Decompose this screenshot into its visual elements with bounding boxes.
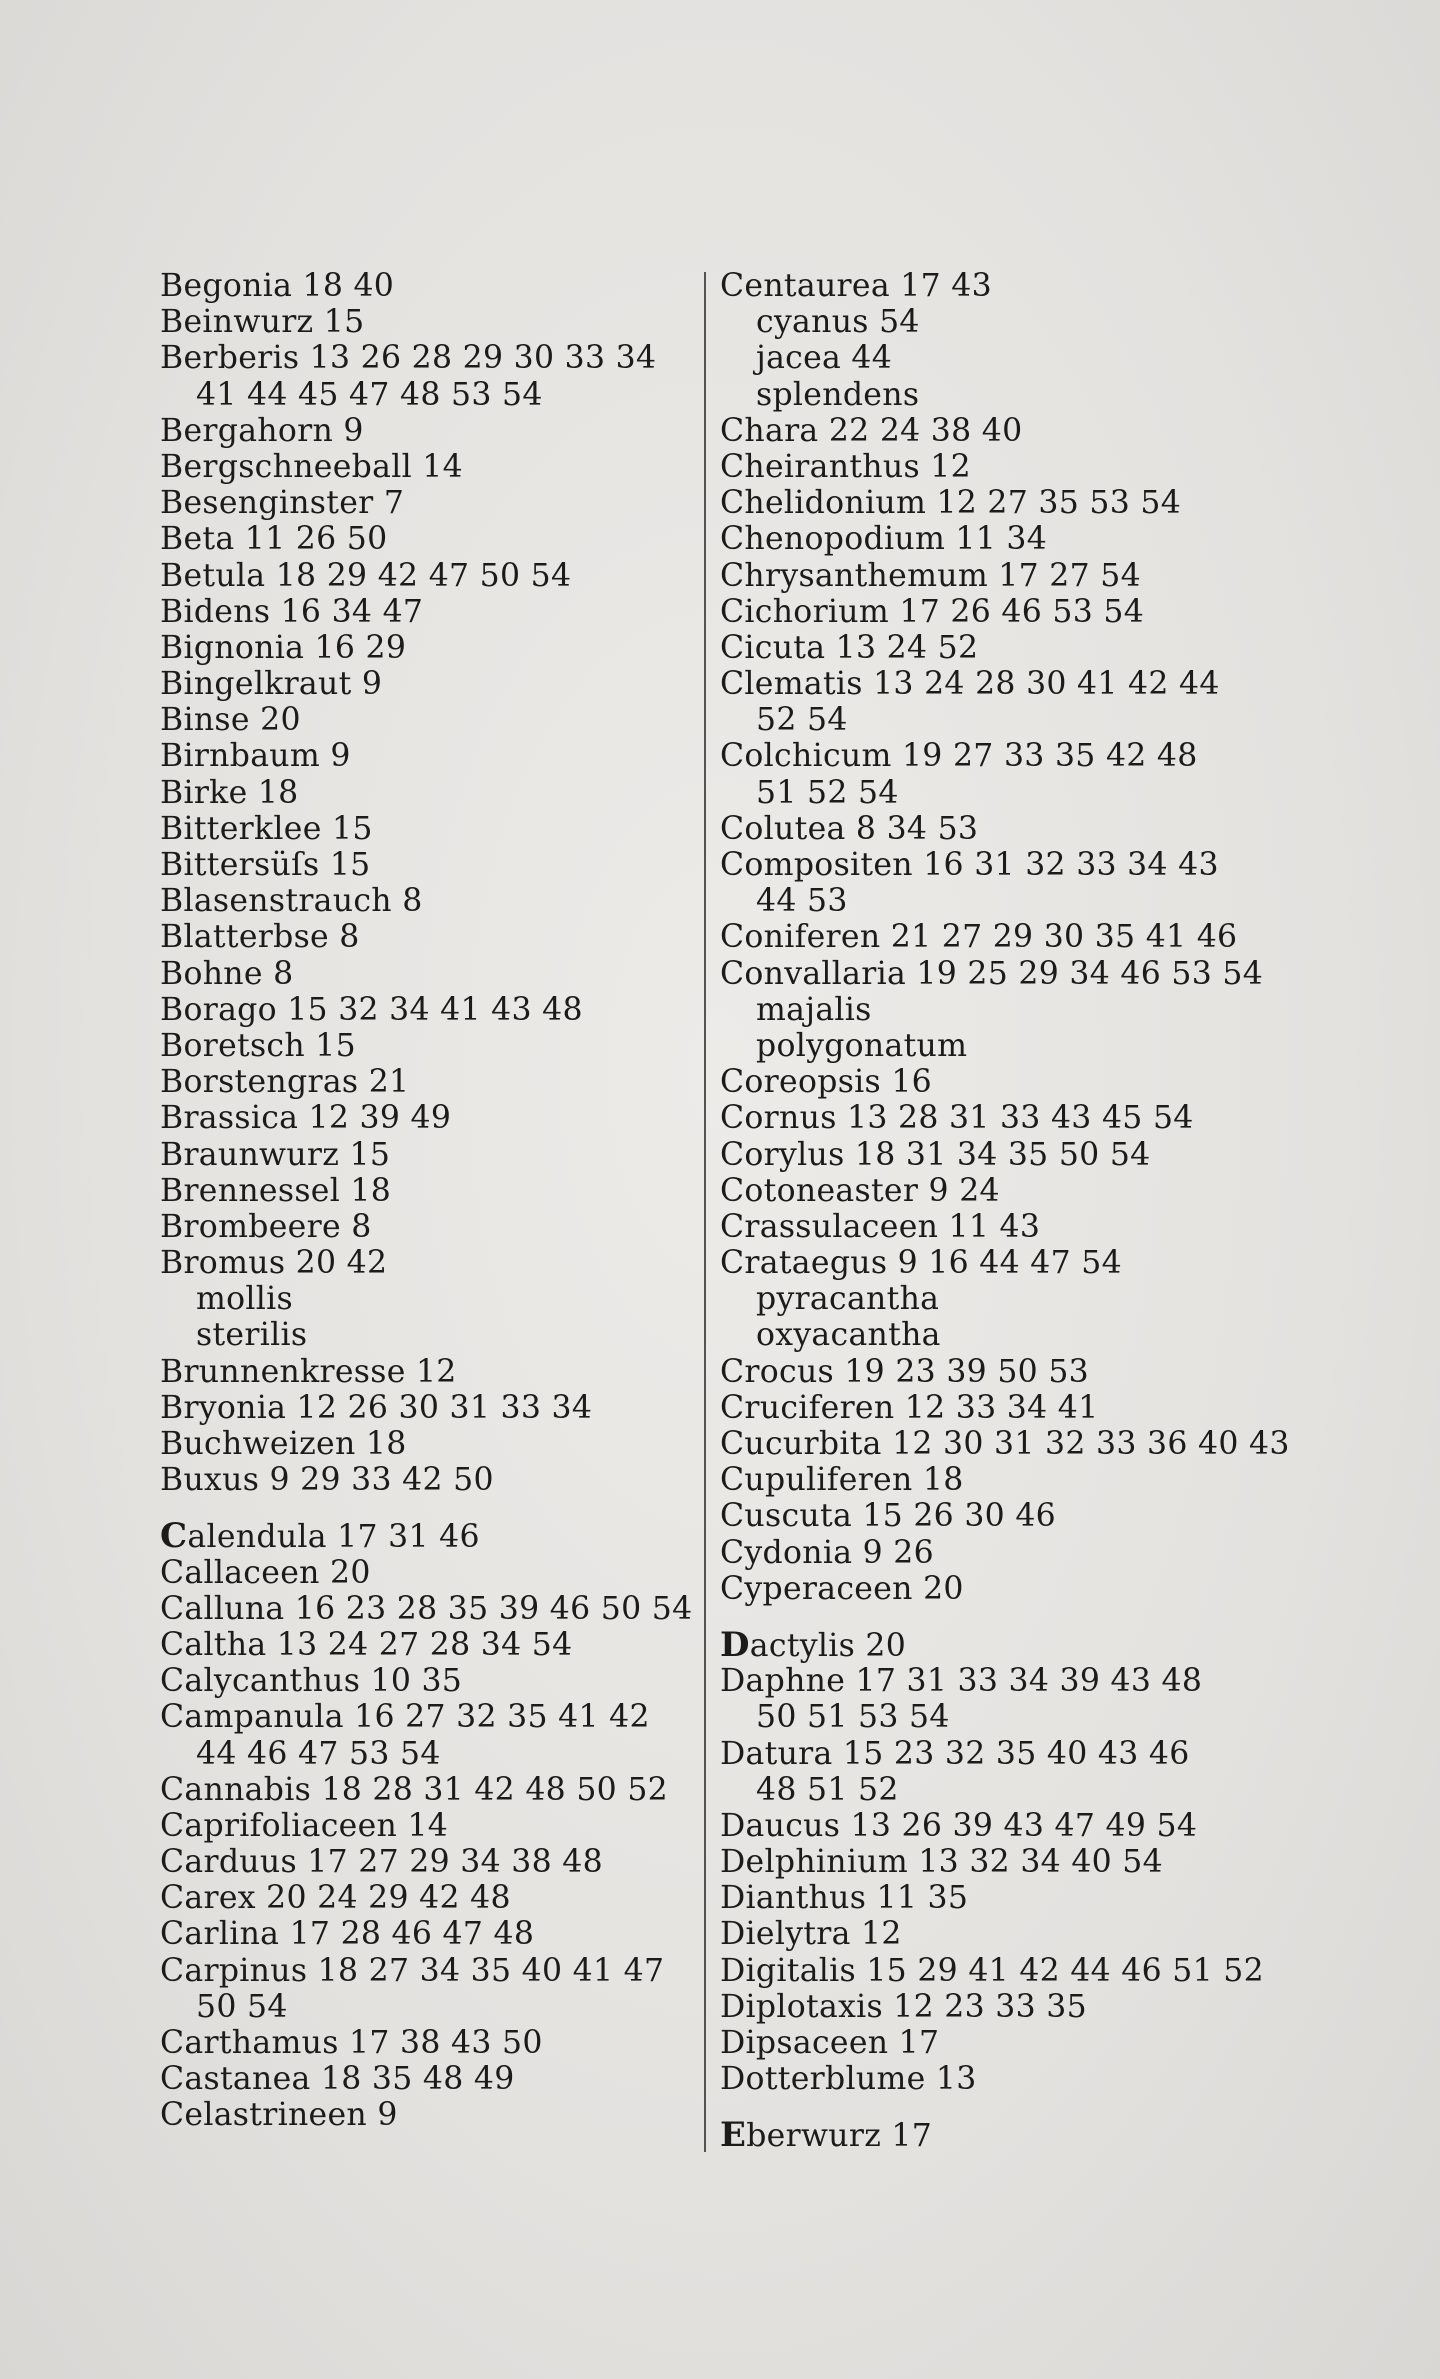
index-subentry: oxyacantha <box>756 1317 941 1354</box>
index-entry: Chenopodium 11 34 <box>720 521 1048 558</box>
index-entry: Birke 18 <box>160 774 299 811</box>
index-entry: Bignonia 16 29 <box>160 629 407 666</box>
index-entry-rest: actylis 20 <box>749 1627 907 1664</box>
index-entry: Beta 11 26 50 <box>160 521 388 558</box>
index-entry: Bittersüſs 15 <box>160 847 371 883</box>
index-entry: Coniferen 21 27 29 30 35 41 46 <box>720 919 1238 956</box>
index-entry <box>160 1516 700 1557</box>
index-entry: Buxus 9 29 33 42 50 <box>160 1462 494 1499</box>
index-entry: Beinwurz 15 <box>160 304 365 341</box>
index-entry: Borago 15 32 34 41 43 48 <box>160 991 583 1028</box>
index-entry: Brunnenkresse 12 <box>160 1353 457 1390</box>
index-subentry: 44 46 47 53 54 <box>196 1735 441 1772</box>
index-entry: Dianthus 11 35 <box>720 1880 969 1917</box>
index-entry: Cydonia 9 26 <box>720 1534 934 1571</box>
section-gap <box>720 2097 1280 2117</box>
index-entry: Carlina 17 28 46 47 48 <box>160 1916 535 1953</box>
index-entry: Boretsch 15 <box>160 1027 356 1064</box>
index-entry: Cornus 13 28 31 33 43 45 54 <box>720 1100 1194 1137</box>
index-entry: Bitterklee 15 <box>160 810 373 847</box>
index-entry: Crataegus 9 16 44 47 54 <box>720 1245 1122 1282</box>
index-entry: Cheiranthus 12 <box>720 448 971 485</box>
index-entry: Berberis 13 26 28 29 30 33 34 <box>160 340 657 377</box>
index-entry: Cupuliferen 18 <box>720 1462 964 1499</box>
index-entry: Besenginster 7 <box>160 485 405 522</box>
section-gap <box>160 1498 700 1518</box>
section-initial: E <box>720 2115 747 2156</box>
index-entry: Castanea 18 35 48 49 <box>160 2061 515 2098</box>
index-subentry: polygonatum <box>756 1027 968 1064</box>
index-entry: Daucus 13 26 39 43 47 49 54 <box>720 1807 1198 1844</box>
index-entry: Cruciferen 12 33 34 41 <box>720 1389 1099 1426</box>
index-entry: Cucurbita 12 30 31 32 33 36 40 43 <box>720 1426 1290 1462</box>
index-entry: Blatterbse 8 <box>160 919 360 956</box>
index-entry: Crassulaceen 11 43 <box>720 1208 1041 1245</box>
index-entry <box>720 2115 1280 2156</box>
index-entry: Bidens 16 34 47 <box>160 593 424 630</box>
index-entry: Betula 18 29 42 47 50 54 <box>160 557 572 594</box>
index-entry: Calluna 16 23 28 35 39 46 50 54 <box>160 1590 693 1627</box>
index-entry-rest: berwurz 17 <box>746 2118 933 2155</box>
index-subentry: 52 54 <box>756 702 848 739</box>
index-entry: Digitalis 15 29 41 42 44 46 51 52 <box>720 1952 1264 1989</box>
index-entry: Callaceen 20 <box>160 1554 371 1591</box>
column-divider <box>704 272 706 2152</box>
index-entry: Datura 15 23 32 35 40 43 46 <box>720 1735 1190 1772</box>
index-entry: Dotterblume 13 <box>720 2061 977 2098</box>
index-entry: Caltha 13 24 27 28 34 54 <box>160 1626 573 1663</box>
index-entry: Crocus 19 23 39 50 53 <box>720 1353 1089 1390</box>
section-gap <box>720 1607 1280 1627</box>
index-entry: Caprifoliaceen 14 <box>160 1807 449 1844</box>
index-entry: Celastrineen 9 <box>160 2097 398 2134</box>
index-entry: Bryonia 12 26 30 31 33 34 <box>160 1389 593 1426</box>
index-entry: Delphinium 13 32 34 40 54 <box>720 1844 1163 1881</box>
index-entry: Brombeere 8 <box>160 1208 372 1245</box>
index-entry: Buchweizen 18 <box>160 1426 407 1462</box>
index-entry: Campanula 16 27 32 35 41 42 <box>160 1699 650 1736</box>
index-entry: Carex 20 24 29 42 48 <box>160 1880 511 1917</box>
index-entry-rest: alendula 17 31 46 <box>187 1519 480 1556</box>
index-subentry: splendens <box>756 376 920 413</box>
index-entry: Compositen 16 31 32 33 34 43 <box>720 847 1219 883</box>
index-subentry: 41 44 45 47 48 53 54 <box>196 376 543 413</box>
index-entry: Bohne 8 <box>160 955 294 992</box>
index-entry: Cichorium 17 26 46 53 54 <box>720 593 1145 630</box>
index-entry: Binse 20 <box>160 702 301 739</box>
index-subentry: pyracantha <box>756 1281 940 1318</box>
index-entry: Bergahorn 9 <box>160 412 364 449</box>
index-entry: Bingelkraut 9 <box>160 666 383 703</box>
index-subentry: sterilis <box>196 1317 308 1354</box>
index-entry: Brassica 12 39 49 <box>160 1100 452 1137</box>
index-subentry: 44 53 <box>756 883 848 920</box>
index-column-right <box>720 268 1290 2156</box>
index-subentry: mollis <box>196 1281 294 1318</box>
index-entry: Brennessel 18 <box>160 1172 392 1209</box>
index-entry: Convallaria 19 25 29 34 46 53 54 <box>720 955 1264 992</box>
index-entry: Colchicum 19 27 33 35 42 48 <box>720 738 1198 775</box>
index-entry: Colutea 8 34 53 <box>720 810 979 847</box>
index-entry: Cotoneaster 9 24 <box>720 1172 1000 1209</box>
index-subentry: 50 51 53 54 <box>756 1699 950 1736</box>
index-entry: Borstengras 21 <box>160 1064 410 1101</box>
index-subentry: jacea 44 <box>756 340 893 377</box>
index-entry: Chrysanthemum 17 27 54 <box>720 557 1141 594</box>
index-entry: Corylus 18 31 34 35 50 54 <box>720 1136 1151 1173</box>
index-entry: Blasenstrauch 8 <box>160 883 423 920</box>
index-entry: Centaurea 17 43 <box>720 268 992 304</box>
section-initial: D <box>720 1624 750 1665</box>
index-entry: Birnbaum 9 <box>160 738 351 775</box>
index-entry: Cicuta 13 24 52 <box>720 629 979 666</box>
index-entry: Carpinus 18 27 34 35 40 41 47 <box>160 1952 665 1989</box>
index-entry: Begonia 18 40 <box>160 268 395 304</box>
index-entry: Cyperaceen 20 <box>720 1570 964 1607</box>
index-entry: Daphne 17 31 33 34 39 43 48 <box>720 1663 1203 1700</box>
index-entry: Dielytra 12 <box>720 1916 902 1953</box>
index-entry: Bergschneeball 14 <box>160 448 463 485</box>
index-entry <box>720 1624 1280 1665</box>
index-entry: Chara 22 24 38 40 <box>720 412 1023 449</box>
index-entry: Cuscuta 15 26 30 46 <box>720 1498 1057 1535</box>
index-entry: Diplotaxis 12 23 33 35 <box>720 1988 1087 2025</box>
index-entry: Bromus 20 42 <box>160 1245 388 1282</box>
index-entry: Dipsaceen 17 <box>720 2025 940 2061</box>
index-entry: Clematis 13 24 28 30 41 42 44 <box>720 666 1220 703</box>
index-entry: Carduus 17 27 29 34 38 48 <box>160 1844 603 1881</box>
index-subentry: 48 51 52 <box>756 1771 899 1808</box>
section-initial: C <box>160 1516 188 1557</box>
index-subentry: 51 52 54 <box>756 774 899 811</box>
index-entry: Coreopsis 16 <box>720 1064 932 1101</box>
index-entry: Braunwurz 15 <box>160 1136 391 1173</box>
index-entry: Calycanthus 10 35 <box>160 1663 463 1700</box>
index-entry: Cannabis 18 28 31 42 48 50 52 <box>160 1771 669 1808</box>
index-subentry: cyanus 54 <box>756 304 920 341</box>
index-subentry: majalis <box>756 991 872 1028</box>
index-column-left <box>160 268 700 2134</box>
index-subentry: 50 54 <box>196 1988 288 2025</box>
index-entry: Carthamus 17 38 43 50 <box>160 2025 543 2061</box>
index-entry: Chelidonium 12 27 35 53 54 <box>720 485 1182 522</box>
